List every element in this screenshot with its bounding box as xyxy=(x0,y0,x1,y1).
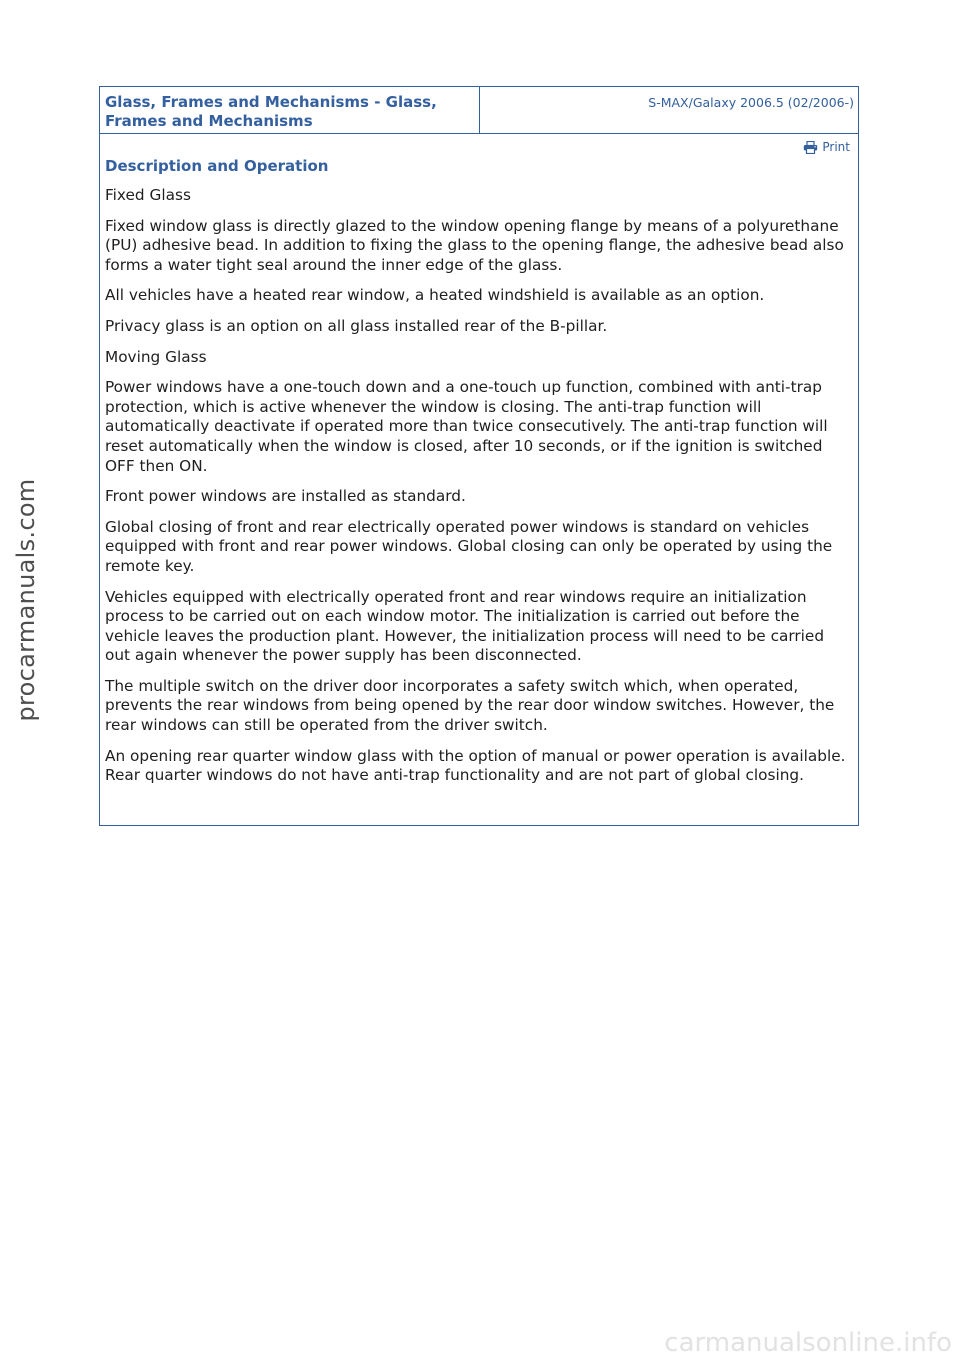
document-title: Glass, Frames and Mechanisms - Glass, Frames and Mechanisms xyxy=(100,87,480,133)
paragraph: The multiple switch on the driver door incorporates a safety switch which, when operated, prevents the rear windows from being opened by the rear door window switches. However, the rear windows can still be operated from the driver switch. xyxy=(105,676,835,735)
document-body xyxy=(100,156,858,786)
paragraph: Front power windows are installed as standard. xyxy=(105,487,466,506)
paragraph: Privacy glass is an option on all glass installed rear of the B-pillar. xyxy=(105,316,608,335)
side-watermark-text: procarmanuals.com xyxy=(12,478,40,722)
subheading-fixed-glass: Fixed Glass xyxy=(105,186,191,204)
side-watermark xyxy=(6,420,46,780)
print-row xyxy=(100,134,858,156)
section-heading: Description and Operation xyxy=(105,157,329,175)
print-button[interactable] xyxy=(803,140,850,154)
model-label: S-MAX/Galaxy 2006.5 (02/2006-) xyxy=(648,95,854,110)
paragraph: Fixed window glass is directly glazed to the window opening flange by means of a polyurethane (PU) adhesive bead. In addition to fixing the glass to the opening flange, the adhesive bead also forms a water tight seal around the inner edge of the glass. xyxy=(105,216,844,274)
document-header xyxy=(100,87,858,134)
bottom-watermark: carmanualsonline.info xyxy=(664,1328,952,1358)
printer-icon xyxy=(803,141,818,154)
paragraph: Vehicles equipped with electrically operated front and rear windows require an initialization process to be carried out on each window motor. The initialization is carried out before the vehicle leaves the production plant. However, the initialization process will need to be carried out again whenever the power supply has been disconnected. xyxy=(105,587,825,665)
print-label: Print xyxy=(822,140,850,154)
paragraph: Global closing of front and rear electrically operated power windows is standard on vehicles equipped with front and rear power windows. Global closing can only be operated by using the remote key. xyxy=(105,517,833,575)
paragraph: An opening rear quarter window glass with the option of manual or power operation is available. Rear quarter windows do not have anti-trap functionality and are not part of global closing. xyxy=(105,746,846,785)
paragraph: Power windows have a one-touch down and a one-touch up function, combined with anti-trap protection, which is active whenever the window is closing. The anti-trap function will automatically deactivate if operated more than twice consecutively. The anti-trap function will reset automatically when the window is closed, after 10 seconds, or if the ignition is switched OFF then ON. xyxy=(105,378,828,475)
document-frame xyxy=(99,86,859,826)
paragraph: All vehicles have a heated rear window, a heated windshield is available as an option. xyxy=(105,286,765,305)
subheading-moving-glass: Moving Glass xyxy=(105,347,207,366)
